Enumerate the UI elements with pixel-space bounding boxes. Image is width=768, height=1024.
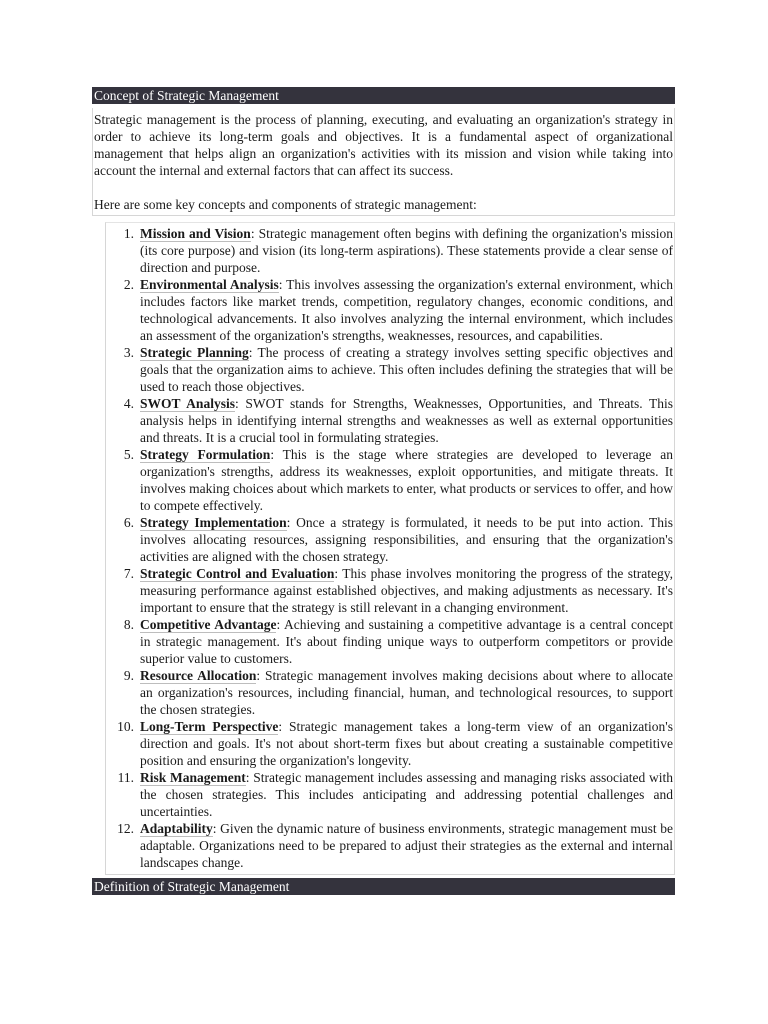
list-item-description: : This involves assessing the organization's external environment, which includes factors like market trends, competition, regulatory changes, economic conditions, and technological advancements. It also involves analyzing the internal environment, which includes an assessment of the organization's strengths, weaknesses, resources, and capabilities.	[140, 277, 673, 343]
list-item-description: : Given the dynamic nature of business environments, strategic management must be adaptable. Organizations need to be prepared to adjust their strategies as the external and internal landscapes change.	[140, 821, 673, 870]
list-item	[106, 395, 673, 446]
list-item-number: 7.	[123, 566, 134, 581]
list-item-term: Risk Management	[140, 770, 246, 785]
list-item	[106, 667, 673, 718]
list-item	[106, 276, 673, 344]
list-item-description: : SWOT stands for Strengths, Weaknesses, Opportunities, and Threats. This analysis helps in identifying internal strengths and weaknesses as well as external opportunities and threats. It is a crucial tool in formulating strategies.	[140, 396, 673, 445]
list-item-number: 9.	[123, 668, 134, 683]
list-item-description: : Strategic management often begins with defining the organization's mission (its core purpose) and vision (its long-term aspirations). These statements provide a clear sense of direction and purpose.	[140, 226, 673, 275]
list-item-term: Environmental Analysis	[140, 277, 279, 292]
list-item-description: : Strategic management takes a long-term view of an organization's direction and goals. It's not about short-term fixes but about creating a sustainable competitive position and ensuring the organization's longevity.	[140, 719, 673, 768]
list-item-description: : Achieving and sustaining a competitive advantage is a central concept in strategic management. It's about finding unique ways to outperform competitors or provide superior value to customers.	[140, 617, 673, 666]
list-item-number: 1.	[123, 226, 134, 241]
list-item	[106, 514, 673, 565]
list-item-term: Mission and Vision	[140, 226, 251, 241]
list-item-description: : Strategic management includes assessing and managing risks associated with the chosen strategies. This includes anticipating and addressing potential challenges and uncertainties.	[140, 770, 673, 819]
list-item	[106, 225, 673, 276]
list-item-term: Strategy Implementation	[140, 515, 287, 530]
concepts-list-box	[105, 222, 675, 875]
list-item-number: 6.	[123, 515, 134, 530]
list-item	[106, 446, 673, 514]
list-item-term: Strategic Control and Evaluation	[140, 566, 335, 581]
intro-paragraph: Strategic management is the process of planning, executing, and evaluating an organization's strategy in order to achieve its long-term goals and objectives. It is a fundamental aspect of organizational management that helps align an organization's activities with its mission and vision while taking into account the internal and external factors that can affect its success.	[94, 112, 673, 178]
list-item-description: : This is the stage where strategies are developed to leverage an organization's strengths, address its weaknesses, exploit opportunities, and mitigate threats. It involves making choices about which markets to enter, what products or services to offer, and how to compete effectively.	[140, 447, 673, 513]
list-item	[106, 769, 673, 820]
list-item	[106, 616, 673, 667]
list-item-term: Long-Term Perspective	[140, 719, 279, 734]
section-header-definition: Definition of Strategic Management	[92, 878, 675, 895]
list-item	[106, 820, 673, 871]
list-item-term: Strategy Formulation	[140, 447, 271, 462]
list-item-number: 5.	[123, 447, 134, 462]
list-item-term: SWOT Analysis	[140, 396, 235, 411]
list-item-number: 12.	[117, 821, 134, 836]
list-item-term: Adaptability	[140, 821, 213, 836]
list-item-number: 2.	[123, 277, 134, 292]
intro-box	[92, 108, 675, 216]
list-item-term: Competitive Advantage	[140, 617, 277, 632]
list-item-description: : The process of creating a strategy involves setting specific objectives and goals that the organization aims to achieve. This often includes defining the strategies that will be used to reach those objectives.	[140, 345, 674, 394]
list-item	[106, 565, 673, 616]
list-item-term: Strategic Planning	[140, 345, 249, 360]
document-page	[92, 87, 675, 895]
list-item-description: : Once a strategy is formulated, it needs to be put into action. This involves allocating resources, assigning responsibilities, and ensuring that the organization's activities are aligned with the chosen strategy.	[140, 515, 673, 564]
list-item-number: 10.	[117, 719, 134, 734]
list-item-number: 3.	[123, 345, 134, 360]
list-item-description: : This phase involves monitoring the progress of the strategy, measuring performance against established objectives, and making adjustments as necessary. It's important to ensure that the strategy is still relevant in a changing environment.	[140, 566, 673, 615]
list-item-term: Resource Allocation	[140, 668, 257, 683]
list-item-number: 8.	[123, 617, 134, 632]
list-item-number: 11.	[117, 770, 134, 785]
list-item	[106, 718, 673, 769]
list-item	[106, 344, 673, 395]
section-header-concept: Concept of Strategic Management	[92, 87, 675, 104]
list-item-number: 4.	[123, 396, 134, 411]
intro-lead-in: Here are some key concepts and components of strategic management:	[94, 197, 477, 212]
concepts-list	[106, 225, 673, 871]
list-item-description: : Strategic management involves making decisions about where to allocate an organization's resources, including financial, human, and technological resources, to support the chosen strategies.	[140, 668, 673, 717]
